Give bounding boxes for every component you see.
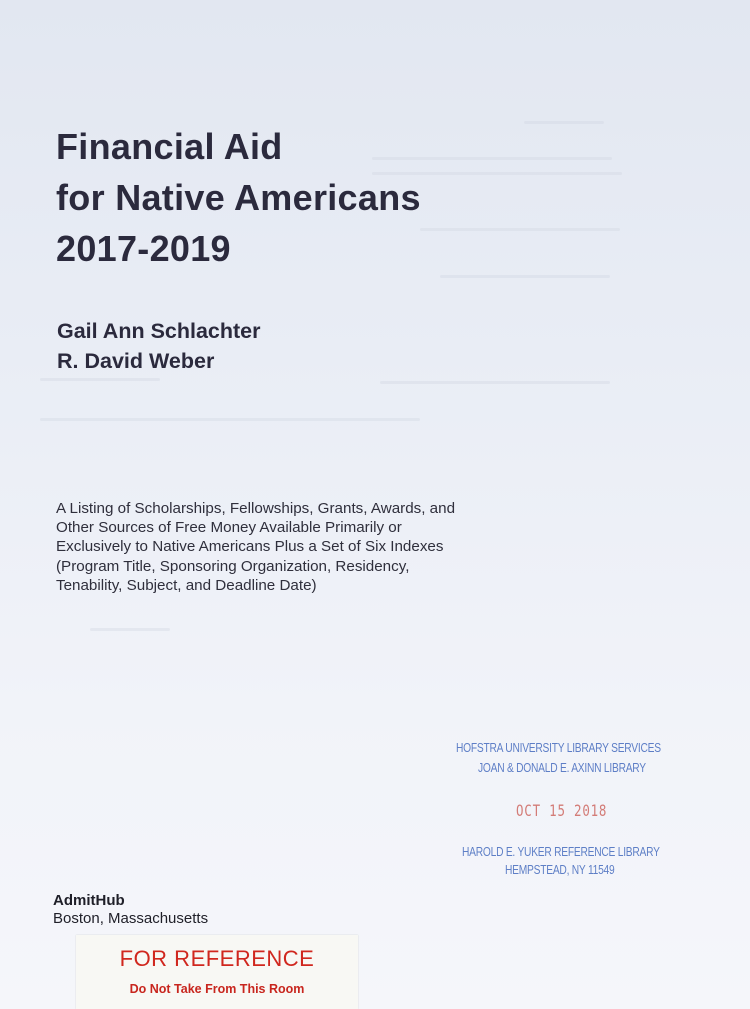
author-name: R. David Weber: [57, 349, 215, 373]
show-through-line: [40, 418, 420, 421]
description-line: (Program Title, Sponsoring Organization, Residency,: [56, 557, 410, 575]
library-stamp-line: HEMPSTEAD, NY 11549: [505, 863, 615, 877]
publisher-name: AdmitHub: [53, 892, 125, 909]
show-through-line: [524, 121, 604, 124]
description-line: Exclusively to Native Americans Plus a Set of Six Indexes: [56, 538, 444, 556]
reference-label: [76, 935, 358, 1009]
library-stamp-line: JOAN & DONALD E. AXINN LIBRARY: [478, 761, 646, 775]
title-line: for Native Americans: [56, 177, 421, 218]
show-through-line: [440, 275, 610, 278]
book-title: [56, 121, 421, 274]
description-line: Other Sources of Free Money Available Primarily or: [56, 519, 402, 537]
description-line: Tenability, Subject, and Deadline Date): [56, 576, 317, 594]
reference-label-title: FOR REFERENCE: [119, 946, 315, 971]
reference-label-subtitle: Do Not Take From This Room: [129, 982, 305, 996]
description-line: A Listing of Scholarships, Fellowships, Grants, Awards, and: [56, 500, 456, 517]
publisher-location: Boston, Massachusetts: [53, 910, 209, 927]
author-name: Gail Ann Schlachter: [57, 319, 261, 343]
publisher: [53, 892, 208, 928]
show-through-line: [380, 381, 610, 384]
show-through-line: [420, 228, 620, 231]
title-line: Financial Aid: [56, 126, 283, 167]
authors: [57, 316, 261, 376]
show-through-line: [90, 628, 170, 631]
library-stamp-line: HAROLD E. YUKER REFERENCE LIBRARY: [462, 845, 660, 859]
book-description: [56, 499, 496, 595]
date-stamp: OCT 15 2018: [516, 801, 608, 820]
title-line: 2017-2019: [56, 228, 231, 269]
show-through-line: [40, 378, 160, 381]
library-stamp-line: HOFSTRA UNIVERSITY LIBRARY SERVICES: [456, 741, 661, 755]
